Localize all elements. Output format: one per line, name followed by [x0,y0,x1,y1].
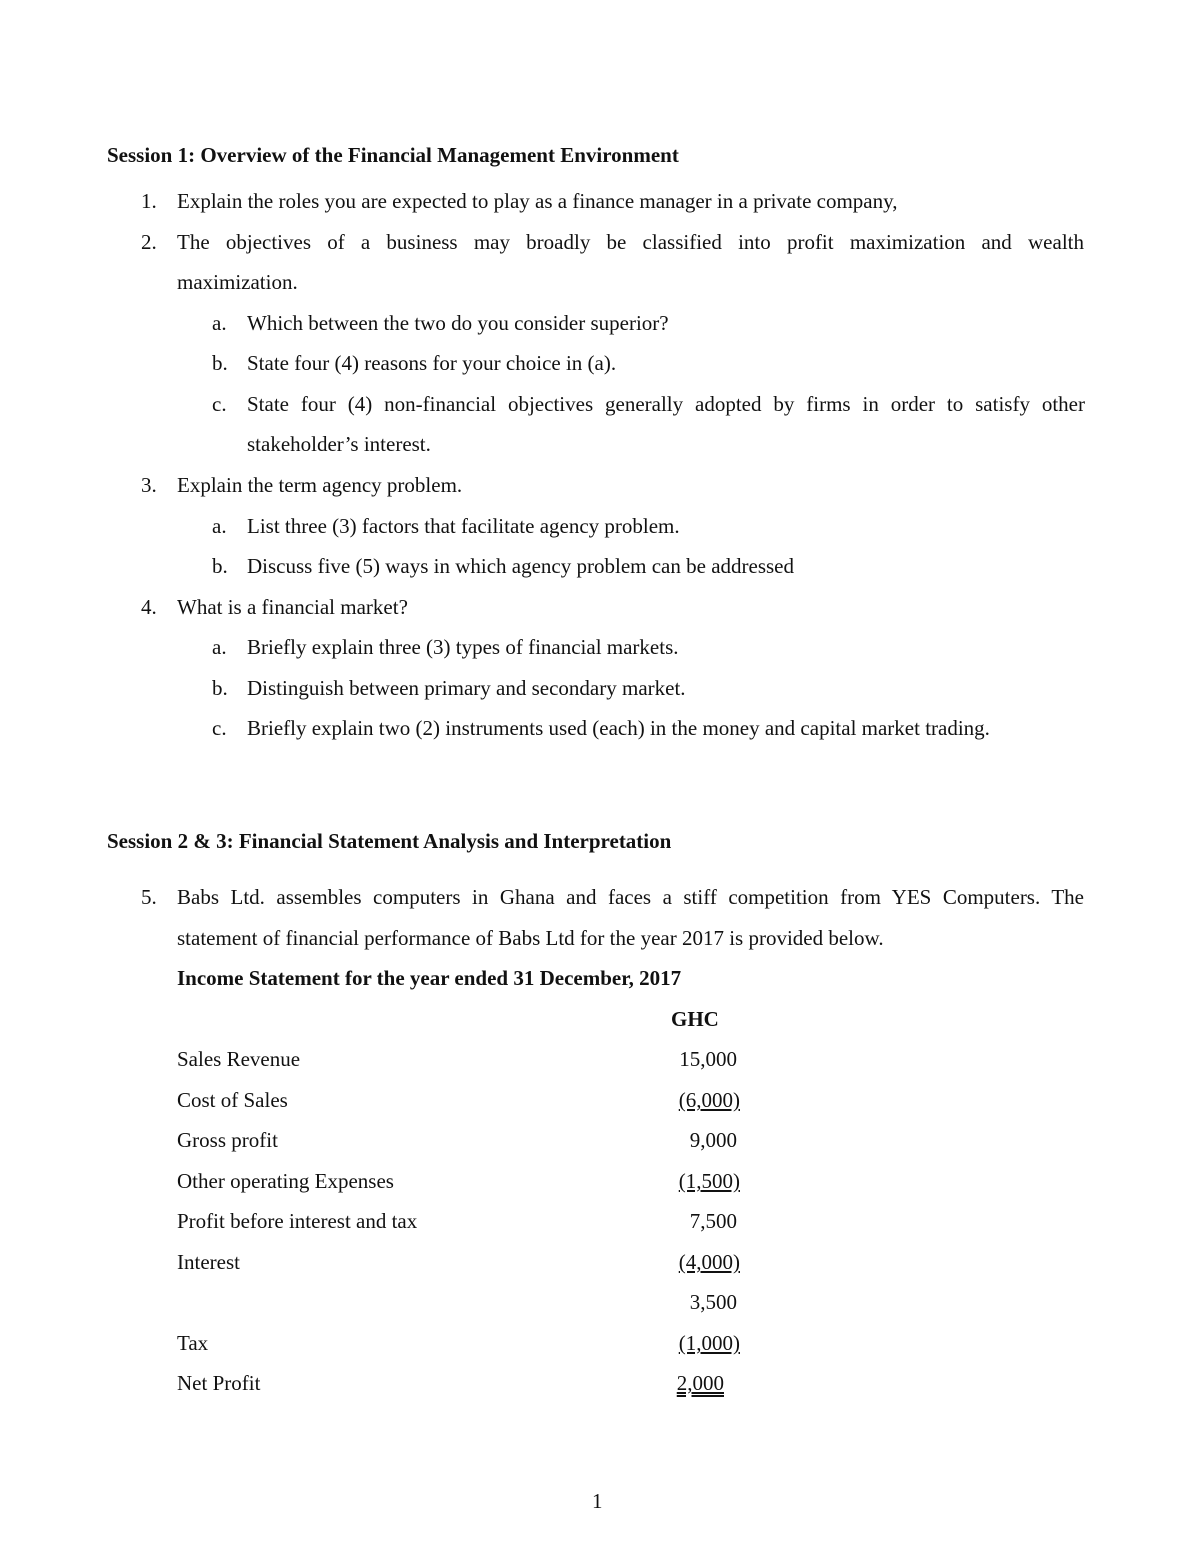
question-2a-text: Which between the two do you consider superior? [247,311,669,335]
row-value-interest-wrap [620,1250,740,1275]
row-value-tax: (1,000) [678,1331,740,1355]
question-2-number: 2. [141,230,157,254]
question-3b-label: b. [212,554,228,578]
row-value-tax-wrap [620,1331,740,1356]
row-label-cost-of-sales: Cost of Sales [177,1088,288,1112]
question-4-number: 4. [141,595,157,619]
row-value-other-operating-expenses: (1,500) [678,1169,740,1193]
row-label-tax: Tax [177,1331,209,1355]
row-value-profit-before-tax: 3,500 [689,1290,737,1314]
question-2a-label: a. [212,311,227,335]
question-1-number: 1. [141,189,157,213]
row-value-gross-profit: 9,000 [689,1128,737,1152]
question-4c-label: c. [212,716,227,740]
question-2c-label: c. [212,392,227,416]
page-number: 1 [592,1489,603,1513]
question-3a-text: List three (3) factors that facilitate agency problem. [247,514,680,538]
question-2b-text: State four (4) reasons for your choice in (a). [247,351,617,375]
row-label-profit-before-interest-and-tax: Profit before interest and tax [177,1209,418,1233]
question-5-text-line-1: Babs Ltd. assembles computers in Ghana and faces a stiff competition from YES Computers. The [177,885,1084,909]
row-value-other-operating-expenses-wrap [620,1169,740,1194]
income-statement-title: Income Statement for the year ended 31 December, 2017 [177,966,682,990]
row-label-gross-profit: Gross profit [177,1128,278,1152]
question-2b-label: b. [212,351,228,375]
row-label-sales-revenue: Sales Revenue [177,1047,301,1071]
question-4-text: What is a financial market? [177,595,408,619]
question-4a-text: Briefly explain three (3) types of financial markets. [247,635,679,659]
currency-header: GHC [671,1007,719,1031]
row-label-other-operating-expenses: Other operating Expenses [177,1169,394,1193]
row-value-cost-of-sales: (6,000) [678,1088,740,1112]
question-5-text-line-2: statement of financial performance of Babs Ltd for the year 2017 is provided below. [177,926,884,950]
session-2-heading: Session 2 & 3: Financial Statement Analysis and Interpretation [107,829,672,853]
row-value-net-profit-wrap [620,1371,724,1396]
row-value-interest: (4,000) [678,1250,740,1274]
question-5-number: 5. [141,885,157,909]
question-3-number: 3. [141,473,157,497]
question-4a-label: a. [212,635,227,659]
row-value-cost-of-sales-wrap [620,1088,740,1113]
question-4b-label: b. [212,676,228,700]
question-4b-text: Distinguish between primary and secondary market. [247,676,686,700]
question-2-text-line-1: The objectives of a business may broadly be classified into profit maximization and wealth [177,230,1084,254]
row-label-net-profit: Net Profit [177,1371,261,1395]
row-label-interest: Interest [177,1250,240,1274]
question-2-text-line-2: maximization. [177,270,298,294]
question-1-text: Explain the roles you are expected to play as a finance manager in a private company, [177,189,898,213]
question-2c-text-line-2: stakeholder’s interest. [247,432,431,456]
session-1-heading: Session 1: Overview of the Financial Management Environment [107,143,679,167]
question-3-text: Explain the term agency problem. [177,473,463,497]
question-4c-text: Briefly explain two (2) instruments used (each) in the money and capital market trading. [247,716,990,740]
question-3a-label: a. [212,514,227,538]
row-value-profit-before-interest-and-tax: 7,500 [689,1209,737,1233]
question-2c-text-line-1: State four (4) non-financial objectives generally adopted by firms in order to satisfy other [247,392,1085,416]
row-value-sales-revenue: 15,000 [679,1047,737,1071]
question-3b-text: Discuss five (5) ways in which agency problem can be addressed [247,554,794,578]
row-value-net-profit: 2,000 [676,1371,724,1395]
